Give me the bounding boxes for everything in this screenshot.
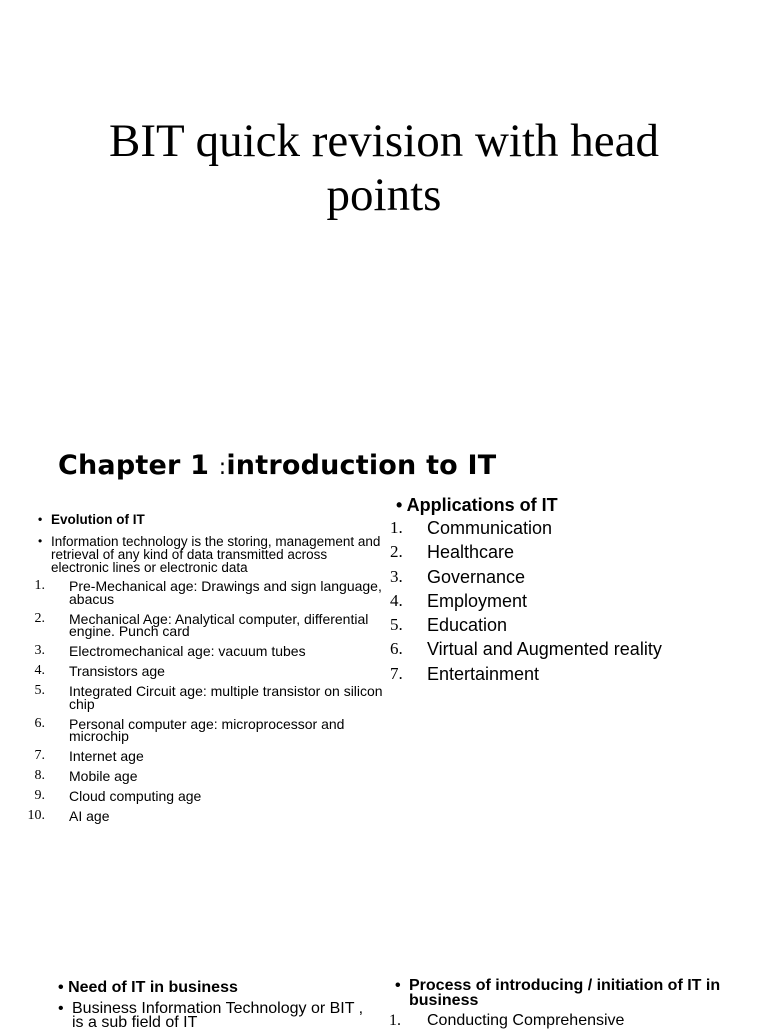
age-text: Mobile age [69,768,138,784]
need-bullet [58,1002,378,1030]
application-list-item [388,589,748,613]
evolution-definition: Information technology is the storing, management and retrieval of any kind of data transmitted across electronic lines or electronic data [51,534,381,575]
age-list-item [0,715,384,744]
bullet-dot-icon: • [396,495,403,515]
age-list-item [0,810,384,823]
process-item-number: 1. [389,1012,401,1029]
process-heading [395,978,725,1008]
application-text: Governance [427,566,526,587]
process-item-text: Conducting Comprehensive [427,1012,625,1029]
application-list-item [388,662,748,686]
bullet-dot-icon: • [38,512,43,526]
age-number: 1. [34,578,45,593]
evolution-section [0,510,384,830]
ages-list [0,580,384,823]
age-number: 8. [34,768,45,783]
process-item [389,1012,725,1029]
process-heading-text: Process of introducing / initiation of IT in business [409,977,721,1009]
age-number: 3. [34,643,45,658]
bullet-dot-icon: • [395,977,401,994]
application-text: Virtual and Augmented reality [427,639,662,660]
age-list-item [0,665,384,678]
application-list-item [388,613,748,637]
age-text: Integrated Circuit age: multiple transistor on silicon chip [69,683,383,712]
applications-list [388,516,748,686]
application-number: 2. [390,542,403,562]
age-number: 7. [34,748,45,763]
chapter-heading [58,450,496,481]
age-text: Mechanical Age: Analytical computer, differential engine. Punch card [69,610,369,639]
need-heading-text: Need of IT in business [68,979,238,996]
application-number: 5. [390,615,403,635]
application-number: 1. [390,518,403,537]
bullet-dot-icon: • [58,979,64,996]
bullet-dot-icon: • [38,534,43,548]
slide-title: BIT quick revision with head points [109,115,659,221]
age-number: 6. [34,715,45,731]
age-text: Electromechanical age: vacuum tubes [69,643,306,659]
age-list-item [0,790,384,803]
need-heading [58,978,378,998]
application-number: 6. [390,639,403,659]
age-text: Cloud computing age [69,788,202,804]
age-list-item [0,770,384,783]
application-number: 7. [390,663,403,683]
age-text: Personal computer age: microprocessor and microchip [69,715,345,744]
age-number: 10. [27,808,45,823]
age-list-item [0,685,384,710]
application-list-item [388,540,748,564]
applications-heading [388,494,748,516]
application-text: Entertainment [427,663,540,684]
age-number: 2. [34,610,45,626]
age-list-item [0,750,384,763]
age-text: AI age [69,808,110,824]
application-text: Healthcare [427,542,515,563]
age-number: 5. [34,683,45,698]
age-number: 4. [34,663,45,678]
age-text: Transistors age [69,663,165,679]
application-number: 3. [390,566,403,586]
bullet-dot-icon: • [58,1000,64,1017]
age-list-item [0,610,384,639]
process-section [389,977,725,1029]
chapter-name: introduction to IT [226,450,497,481]
age-number: 9. [34,788,45,803]
applications-heading-text: Applications of IT [406,495,558,515]
application-list-item [388,565,748,589]
application-number: 4. [390,590,403,610]
age-list-item [0,580,384,605]
need-section [58,978,378,1030]
application-text: Communication [427,518,553,538]
evolution-definition-bullet [0,535,384,574]
application-text: Education [427,615,508,636]
age-text: Pre-Mechanical age: Drawings and sign language, abacus [69,578,382,607]
age-list-item [0,645,384,658]
evolution-heading: Evolution of IT [51,512,145,527]
chapter-number: Chapter 1 [58,450,210,481]
application-list-item [388,637,748,661]
age-text: Internet age [69,748,144,764]
application-list-item [388,516,748,540]
need-bullet-text: Business Information Technology or BIT , is a sub field of IT [72,1000,364,1031]
chapter-separator: : [218,455,227,480]
evolution-heading-bullet [0,513,384,526]
applications-section [388,494,748,686]
application-text: Employment [427,590,528,611]
